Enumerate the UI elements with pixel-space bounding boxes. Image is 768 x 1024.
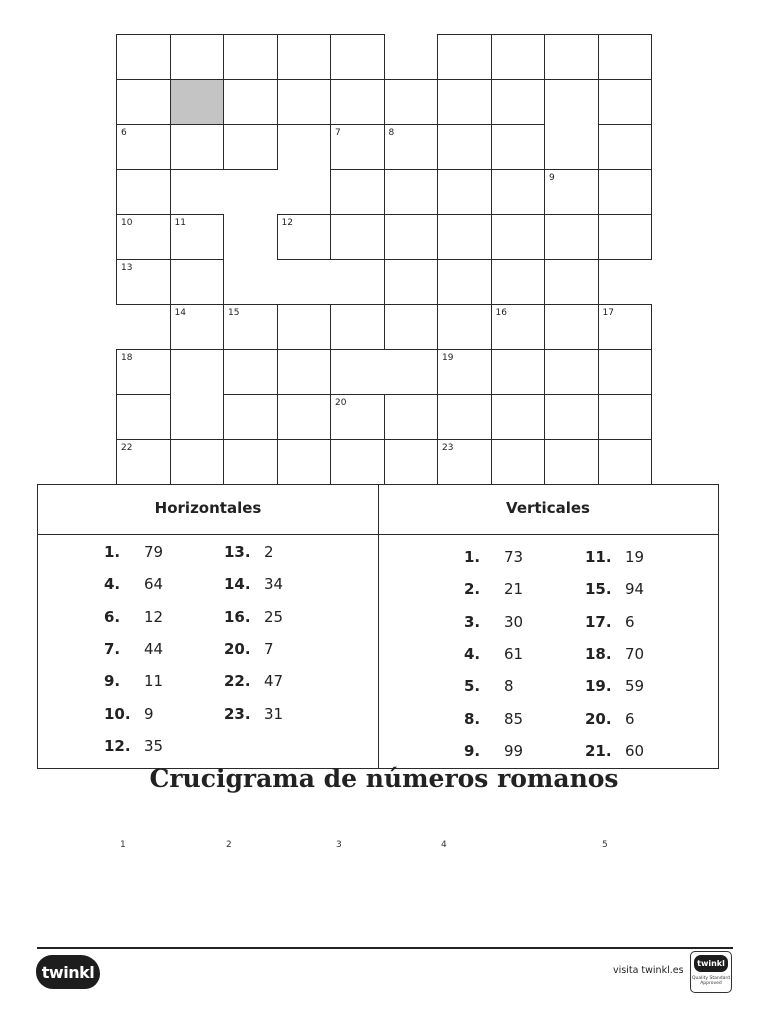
clue-number: 13 [121, 263, 133, 273]
clue-label: 18. [585, 644, 612, 663]
grid-cell [223, 79, 278, 125]
grid-cell [170, 259, 225, 305]
clue-label: 9. [464, 741, 481, 760]
vertical-heading: Verticales [506, 499, 590, 517]
clue-label: 3. [464, 612, 481, 631]
clue-value: 44 [144, 639, 164, 658]
clue-value: 12 [144, 607, 164, 626]
grid-cell [491, 79, 546, 125]
clue-value: 70 [625, 644, 645, 663]
grid-cell [437, 169, 492, 215]
clue-value: 19 [625, 548, 645, 566]
clue-number: 15 [228, 308, 240, 318]
grid-cell [598, 79, 653, 125]
grid-cell [330, 439, 385, 485]
clue-label: 1. [104, 543, 121, 561]
grid-cell [598, 124, 653, 170]
grid-cell [491, 304, 546, 350]
grid-cell [277, 439, 332, 485]
clue-number: 17 [602, 308, 614, 318]
grid-cell-shaded [170, 79, 225, 125]
clue-label: 2. [464, 580, 481, 599]
clue-number: 11 [174, 218, 186, 228]
clue-value: 6 [625, 709, 635, 728]
grid-cell [437, 124, 492, 170]
grid-cell [223, 124, 278, 170]
horizontal-heading: Horizontales [154, 499, 262, 517]
grid-cell [116, 34, 171, 80]
grid-cell [116, 439, 171, 485]
quality-badge-icon [690, 951, 732, 993]
clue-label: 13. [224, 543, 251, 561]
clue-number: 18 [121, 353, 133, 363]
grid-cell [491, 34, 546, 80]
grid-cell [170, 439, 225, 485]
clue-value: 21 [504, 580, 524, 599]
clue-number: 10 [121, 218, 133, 228]
clue-number: 20 [335, 398, 347, 408]
twinkl-logo [36, 955, 100, 989]
clue-number: 6 [121, 128, 127, 138]
grid-cell [598, 34, 653, 80]
stray-number: 2 [226, 840, 232, 850]
grid-cell [491, 124, 546, 170]
clue-value: 8 [504, 677, 514, 696]
grid-cell [223, 349, 278, 395]
grid-cell [116, 394, 171, 440]
stray-number: 4 [441, 840, 447, 850]
clue-label: 8. [464, 709, 481, 728]
grid-cell [223, 34, 278, 80]
clue-value: 11 [144, 672, 164, 691]
grid-cell [116, 349, 171, 395]
header-divider [38, 534, 718, 535]
clue-label: 1. [464, 548, 481, 566]
grid-cell [223, 439, 278, 485]
grid-cell [598, 394, 653, 440]
clue-value: 25 [264, 607, 284, 626]
clue-value: 79 [144, 543, 164, 561]
grid-cell [223, 394, 278, 440]
grid-cell [170, 34, 225, 80]
clue-label: 17. [585, 612, 612, 631]
clue-label: 4. [104, 575, 121, 594]
grid-cell [116, 259, 171, 305]
clue-value: 7 [264, 639, 274, 658]
grid-cell [598, 349, 653, 395]
stray-number: 3 [336, 840, 342, 850]
clue-value: 59 [625, 677, 645, 696]
clue-label: 6. [104, 607, 121, 626]
clue-value: 30 [504, 612, 524, 631]
grid-cell [544, 34, 599, 80]
grid-cell [277, 214, 332, 260]
grid-cell [598, 169, 653, 215]
grid-cell [330, 214, 385, 260]
page-title: Crucigrama de números romanos [149, 764, 619, 793]
clue-number: 22 [121, 443, 133, 453]
stray-number: 1 [120, 840, 126, 850]
clue-label: 11. [585, 548, 612, 566]
clue-value: 60 [625, 741, 645, 760]
grid-cell [384, 259, 439, 305]
grid-cell [384, 304, 439, 350]
clue-value: 73 [504, 548, 524, 566]
logo-text: twinkl [41, 962, 95, 982]
clue-label: 14. [224, 575, 251, 594]
column-divider [378, 485, 379, 768]
grid-cell [223, 304, 278, 350]
grid-cell [437, 34, 492, 80]
clue-label: 20. [224, 639, 251, 658]
grid-cell [544, 439, 599, 485]
clue-number: 9 [549, 173, 555, 183]
clue-value: 2 [264, 543, 274, 561]
grid-cell [437, 439, 492, 485]
grid-cell [277, 304, 332, 350]
grid-cell [544, 259, 599, 305]
clue-label: 5. [464, 677, 481, 696]
clue-value: 64 [144, 575, 164, 594]
clue-value: 99 [504, 741, 524, 760]
grid-cell [170, 124, 225, 170]
clue-label: 22. [224, 672, 251, 691]
clue-label: 20. [585, 709, 612, 728]
clue-value: 61 [504, 644, 524, 663]
clue-label: 15. [585, 580, 612, 599]
grid-cell [170, 214, 225, 260]
clue-label: 10. [104, 704, 131, 723]
grid-cell [277, 79, 332, 125]
clue-label: 19. [585, 677, 612, 696]
clue-value: 35 [144, 736, 164, 755]
clue-number: 8 [388, 128, 395, 138]
grid-cell [330, 304, 385, 350]
grid-cell [491, 259, 546, 305]
badge-title: twinkl [694, 955, 728, 972]
clue-number: 12 [281, 218, 293, 228]
grid-cell [277, 34, 332, 80]
grid-cell [277, 349, 332, 395]
clue-number: 14 [174, 308, 186, 318]
grid-cell [330, 169, 385, 215]
clue-value: 31 [264, 704, 284, 723]
grid-cell [384, 394, 439, 440]
clue-value: 34 [264, 575, 284, 594]
grid-cell [330, 34, 385, 80]
grid-cell [116, 169, 171, 215]
stray-number: 5 [602, 840, 608, 850]
clue-label: 9. [104, 672, 121, 691]
grid-cell [116, 79, 171, 125]
clue-label: 16. [224, 607, 251, 626]
grid-cell [491, 214, 546, 260]
clue-label: 7. [104, 639, 121, 658]
badge-text: Quality Standard Approved [692, 976, 730, 986]
grid-cell [384, 79, 439, 125]
clue-label: 12. [104, 736, 131, 755]
clue-number: 23 [442, 443, 454, 453]
crossword-grid [0, 0, 768, 484]
footer-divider [37, 947, 733, 949]
clue-label: 23. [224, 704, 251, 723]
clue-number: 19 [442, 353, 454, 363]
grid-cell [116, 124, 171, 170]
grid-cell [330, 124, 385, 170]
clue-number: 7 [335, 128, 341, 138]
grid-cell [116, 214, 171, 260]
grid-cell [598, 439, 653, 485]
grid-cell [598, 214, 653, 260]
grid-cell [491, 439, 546, 485]
grid-cell [491, 394, 546, 440]
grid-cell [170, 304, 225, 350]
grid-cell [437, 214, 492, 260]
grid-cell [598, 304, 653, 350]
clues-table [37, 484, 719, 769]
grid-cell [544, 169, 599, 215]
grid-cell [330, 394, 385, 440]
grid-cell [437, 349, 492, 395]
clue-label: 4. [464, 644, 481, 663]
clue-number: 16 [495, 308, 507, 318]
clue-value: 47 [264, 672, 284, 691]
clue-value: 94 [625, 580, 645, 599]
clue-label: 21. [585, 741, 612, 760]
grid-cell [384, 214, 439, 260]
grid-cell [437, 304, 492, 350]
grid-cell [384, 124, 439, 170]
clue-value: 9 [144, 704, 154, 723]
clue-value: 6 [625, 612, 635, 631]
grid-cell [384, 439, 439, 485]
visit-link-text: visita twinkl.es [613, 965, 684, 976]
grid-cell [544, 349, 599, 395]
clue-value: 85 [504, 709, 524, 728]
